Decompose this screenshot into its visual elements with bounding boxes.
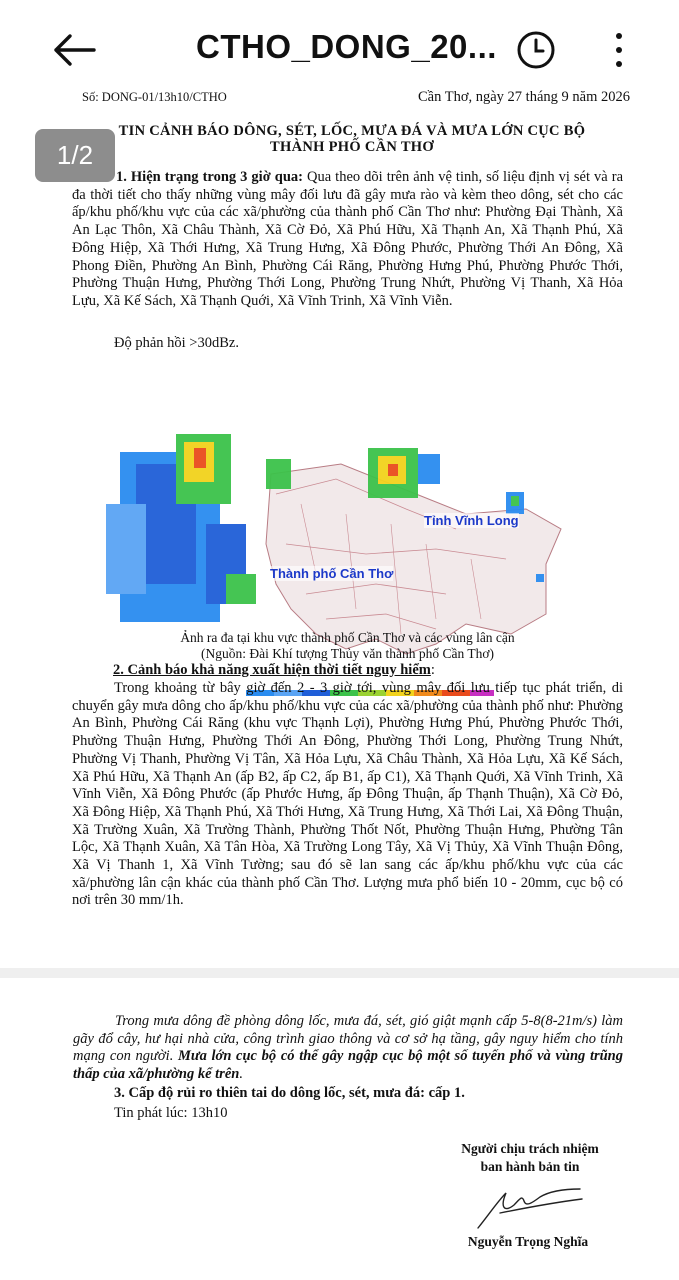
- back-arrow-icon[interactable]: [48, 30, 98, 70]
- safety-warning-text: Trong mưa dông đề phòng dông lốc, mưa đá, sét, gió giật mạnh cấp 5-8(8-21m/s) làm gãy đổ cây, hư hại nhà cửa, công trình giao thông và cơ sở hạ tầng, gây nguy hiểm cho tính mạng con người.: [73, 1013, 623, 1065]
- map-label-vinh-long: Tỉnh Vĩnh Long: [424, 513, 519, 528]
- bulletin-title: [62, 123, 642, 155]
- map-caption-line-1: Ảnh ra đa tại khu vực thành phố Cần Thơ và các vùng lân cận: [180, 630, 515, 645]
- signer-title-line-1: Người chịu trách nhiệm: [461, 1141, 599, 1156]
- map-caption-source: (Nguồn: Đài Khí tượng Thủy văn thành phố Cần Thơ): [201, 645, 494, 661]
- signer-title-line-2: ban hành bản tin: [480, 1159, 580, 1174]
- handwritten-signature: [470, 1183, 590, 1233]
- page-divider: [0, 968, 679, 978]
- issue-time: Tin phát lúc: 13h10: [114, 1105, 228, 1121]
- bulletin-title-line-2: THÀNH PHỐ CẦN THƠ: [270, 139, 434, 155]
- section-2-text: Trong khoảng từ bây giờ đến 2 - 3 giờ tới, vùng mây đối lưu tiếp tục phát triển, di chuyển gây mưa dông cho ấp/khu phố/khu vực của các xã/phường của thành phố như: Phường An Bình, Phường Cái Răng (khu vực Thạnh Lợi), Phường Hưng Phú, Phường Phước Thới, Phường Thuận Hưng, Phường Thới An Đông, Phường Thới Long, Phường Trung Nhứt, Phường Vị Thanh, Phường Vị Tân, Xã Hỏa Lựu, Xã Châu Thành, Xã Hỏa Lựu, Xã Kế Sách, Xã Phú Hữu, Xã Thạnh An (ấp B2, ấp C2, ấp B1, ấp C1), Xã Thạnh Quới, Xã Vĩnh Trinh, Xã Vĩnh Viễn, Xã Đông Phước (ấp Phước Hưng, ấp Đông Thuận, ấp Thạnh Thuận), Xã Cờ Đỏ, Xã Đông Hiệp, Xã Thạnh Phú, Xã Thới Hưng, Xã Trung Hưng, Xã Thới Lai, Xã Đông Thuận, Xã Trường Xuân, Xã Trường Thành, Phường Thốt Nốt, Phường Thuận Hưng, Phường Tân Lộc, Xã Thạnh Xuân, Xã Tân Hòa, Xã Trường Long Tây, Xã Vị Thủy, Xã Vĩnh Thuận Đông, Xã Vị Thanh 1, Xã Vĩnh Tường; sau đó sẽ lan sang các ấp/khu phố/khu vực của các xã/phường lân cận khác của thành phố Cần Thơ. Lượng mưa phổ biến 10 - 20mm, cục bộ có nơi trên 30 mm/1h.: [72, 680, 623, 909]
- map-label-can-tho: Thành phố Cần Thơ: [270, 566, 394, 581]
- document-page-1: [0, 84, 679, 960]
- page-indicator: 1/2: [35, 129, 115, 182]
- flood-warning-text: Mưa lớn cục bộ có thể gây ngập cục bộ một số tuyến phố và vùng trũng thấp của xã/phường kể trên: [73, 1048, 623, 1083]
- signer-name: Nguyễn Trọng Nghĩa: [467, 1234, 589, 1249]
- reflectivity-note: Độ phản hồi >30dBz.: [114, 335, 239, 351]
- document-title: CTHO_DONG_20...: [196, 28, 497, 65]
- section-2-heading: 2. Cảnh báo khả năng xuất hiện thời tiết nguy hiểm: [113, 662, 431, 678]
- section-2-heading-line: 2. Cảnh báo khả năng xuất hiện thời tiết nguy hiểm:: [113, 662, 435, 678]
- section-1-text: Qua theo dõi trên ảnh vệ tinh, số liệu định vị sét và ra đa thời tiết cho thấy những vùng mây đối lưu đã gây mưa rào và kèm theo dông, sét cho các ấp/khu phố/khu vực của các xã/phường của thành phố Cần Thơ như: Phường Đại Thành, Xã An Lạc Thôn, Xã Châu Thành, Xã Cờ Đỏ, Xã Phú Hữu, Xã Thạnh An, Xã Thạnh Phú, Xã Đông Hiệp, Xã Thới Hưng, Xã Trung Hưng, Xã Đông Phước, Phường Thới An Đông, Xã Phong Điền, Phường An Bình, Phường Cái Răng, Phường Hưng Phú, Phường Phước Thới, Phường Thuận Hưng, Phường Thới Long, Phường Trung Nhứt, Phường Vị Thanh, Xã Hỏa Lựu, Xã Kế Sách, Xã Thạnh Quới, Xã Vĩnh Trinh, Xã Vĩnh Viễn.: [72, 169, 624, 309]
- document-number: Số: DONG-01/13h10/CTHO: [82, 90, 227, 104]
- section-1-paragraph: [72, 169, 623, 311]
- more-vertical-icon[interactable]: [604, 30, 634, 70]
- bulletin-title-line-1: TIN CẢNH BÁO DÔNG, SÉT, LỐC, MƯA ĐÁ VÀ MƯA LỚN CỤC BỘ: [118, 123, 586, 139]
- section-1-heading: 1. Hiện trạng trong 3 giờ qua:: [116, 169, 303, 185]
- map-caption: [72, 630, 623, 661]
- safety-warning: Trong mưa dông đề phòng dông lốc, mưa đá, sét, gió giật mạnh cấp 5-8(8-21m/s) làm gãy đổ cây, hư hại nhà cửa, công trình giao thông và cơ sở hạ tầng, gây nguy hiểm cho tính mạng con người. Mưa lớn cục bộ có thể gây ngập cục bộ một số tuyến phố và vùng trũng thấp của xã/phường kể trên.: [73, 1013, 623, 1083]
- clock-icon[interactable]: [516, 30, 556, 70]
- signature-block: [430, 1141, 630, 1175]
- section-3-risk-level: 3. Cấp độ rủi ro thiên tai do dông lốc, sét, mưa đá: cấp 1.: [114, 1085, 465, 1101]
- document-date: Cần Thơ, ngày 27 tháng 9 năm 2026: [418, 89, 630, 105]
- document-page-2: [0, 978, 679, 1280]
